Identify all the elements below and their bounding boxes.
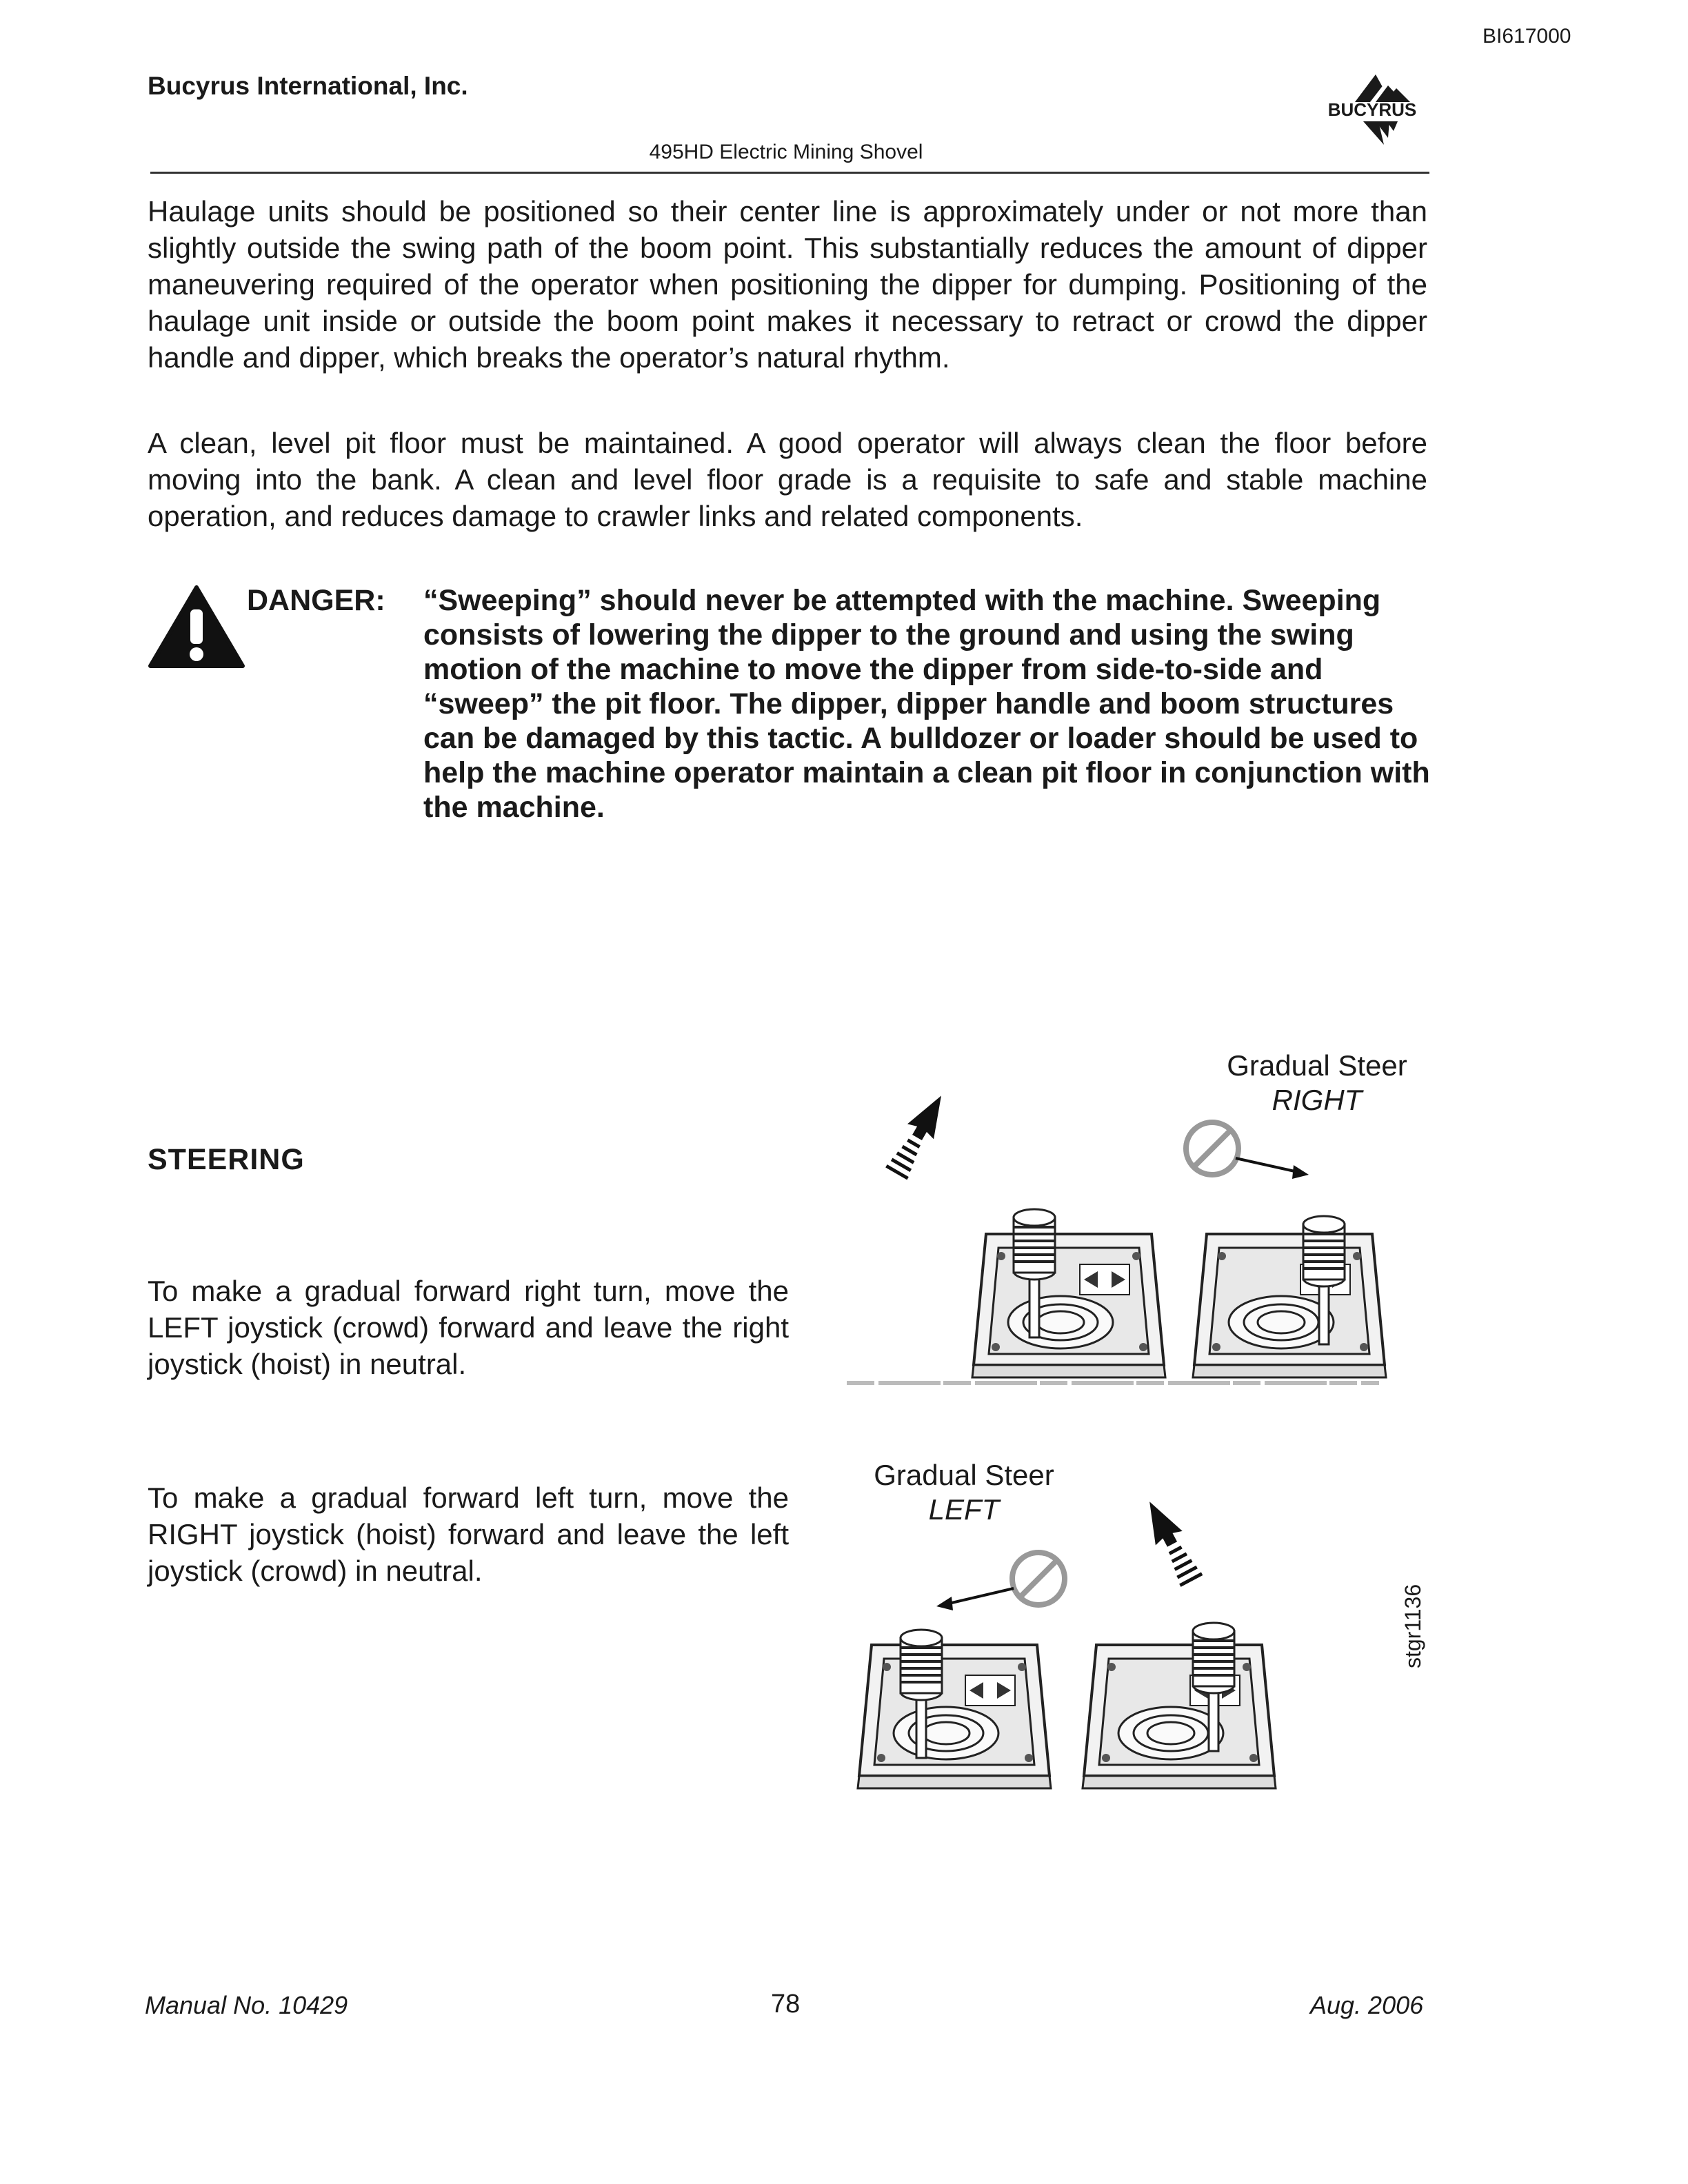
footer-date: Aug. 2006 <box>1310 1991 1424 2019</box>
steering-figure <box>814 1034 1462 1806</box>
figure-id: stgr1136 <box>1400 1584 1425 1668</box>
steer-left-caption-line2: LEFT <box>928 1493 1000 1526</box>
arrow-up-icon-right-pair <box>884 1088 954 1180</box>
bucyrus-logo <box>1307 69 1438 149</box>
joystick-panel-right <box>1193 1234 1386 1377</box>
steer-right-paragraph: To make a gradual forward right turn, move the LEFT joystick (crowd) forward and leave the right joystick (hoist) in neutral. <box>148 1275 789 1380</box>
steer-right-caption-line2: RIGHT <box>1272 1084 1363 1116</box>
footer-page-number: 78 <box>771 1990 801 2019</box>
logo-text: BUCYRUS <box>1327 99 1417 120</box>
company-name: Bucyrus International, Inc. <box>148 72 468 100</box>
document-id: BI617000 <box>1483 25 1571 48</box>
joystick-panel-right-2 <box>1083 1645 1276 1788</box>
arrow-up-icon-left-pair <box>1136 1495 1205 1587</box>
steer-left-paragraph: To make a gradual forward left turn, move the RIGHT joystick (hoist) forward and leave the left joystick (crowd) in neutral. <box>148 1482 789 1587</box>
document-subtitle: 495HD Electric Mining Shovel <box>649 141 923 163</box>
steering-heading: STEERING <box>148 1143 305 1176</box>
steer-right-caption-line1: Gradual Steer <box>1227 1049 1407 1082</box>
footer-manual-number: Manual No. 10429 <box>145 1991 348 2019</box>
no-sign-icon-right-pair <box>1186 1122 1238 1175</box>
danger-label: DANGER: <box>247 584 385 617</box>
haulage-paragraph: Haulage units should be positioned so their center line is approximately under or not more than slightly outside the swing path of the boom point. This substantially reduces the amount of dipper maneuvering required of the operator when positioning the dipper for dumping. Positioning of the haulage unit inside or outside the boom point makes it necessary to retract or crowd the dipper handle and dipper, which breaks the operator’s natural rhythm. <box>148 195 1427 374</box>
warning-triangle-icon <box>148 585 245 670</box>
no-sign-icon-left-pair <box>1012 1553 1065 1605</box>
steer-left-caption-line1: Gradual Steer <box>874 1459 1054 1491</box>
joystick-panel-left <box>972 1234 1165 1377</box>
header-divider <box>150 172 1429 174</box>
pit-floor-paragraph: A clean, level pit floor must be maintained. A good operator will always clean the floor before moving into the bank. A clean and level floor grade is a requisite to safe and stable machine operation, and reduces damage to crawler links and related components. <box>148 427 1427 532</box>
joystick-panel-left-2 <box>858 1645 1051 1788</box>
danger-text: “Sweeping” should never be attempted with the machine. Sweeping consists of lowering the dipper to the ground and using the swing motion of the machine to move the dipper from side-to-side and “sweep” the pit floor. The dipper, dipper handle and boom structures can be damaged by this tactic. A bulldozer or loader should be used to help the machine operator maintain a clean pit floor in conjunction with the machine. <box>423 584 1430 824</box>
